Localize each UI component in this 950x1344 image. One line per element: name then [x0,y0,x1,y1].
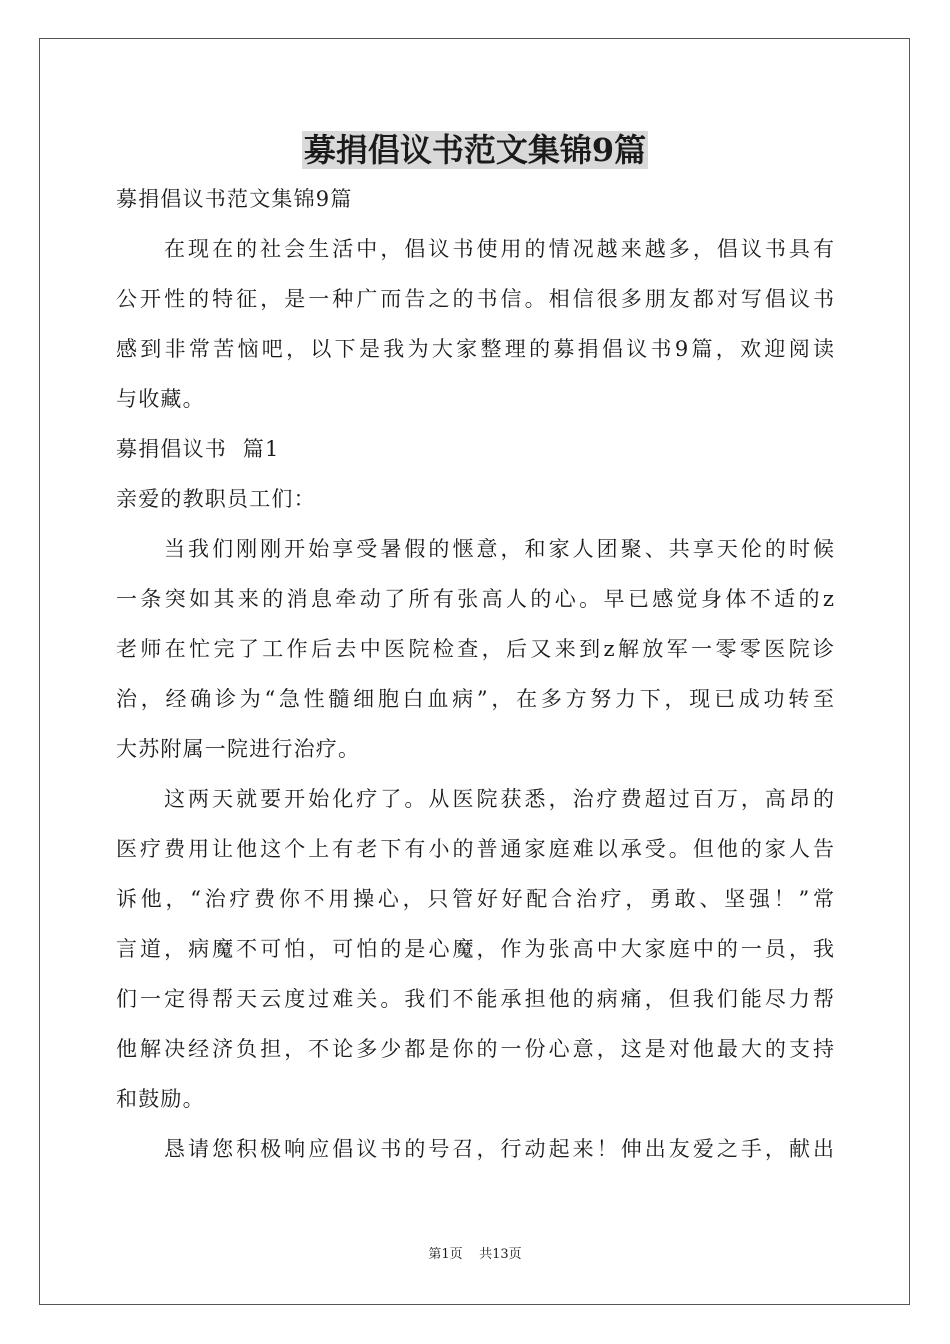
body-line: 感到非常苦恼吧，以下是我为大家整理的募捐倡议书9篇，欢迎阅读 [116,337,834,361]
body-line: 医疗费用让他这个上有老下有小的普通家庭难以承受。但他的家人告 [116,837,834,861]
body-line: 恳请您积极响应倡议书的号召，行动起来！伸出友爱之手，献出 [164,1137,834,1161]
body-line: 和鼓励。 [116,1087,205,1111]
body-line: 治，经确诊为“急性髓细胞白血病”，在多方努力下，现已成功转至 [116,687,834,711]
body-line: 当我们刚刚开始享受暑假的惬意，和家人团聚、共享天伦的时候 [164,537,834,561]
body-line: 一条突如其来的消息牵动了所有张高人的心。早已感觉身体不适的z [116,587,834,611]
document-title-text: 募捐倡议书范文集锦9篇 [303,131,647,169]
body-line: 大苏附属一院进行治疗。 [116,737,361,761]
document-title [0,124,950,176]
body-line: 老师在忙完了工作后去中医院检查，后又来到z解放军一零零医院诊 [116,637,834,661]
section-heading: 募捐倡议书 篇1 [116,437,280,461]
document-body [116,174,834,1174]
body-line: 们一定得帮天云度过难关。我们不能承担他的病痛，但我们能尽力帮 [116,987,834,1011]
body-line: 言道，病魔不可怕，可怕的是心魔，作为张高中大家庭中的一员，我 [116,937,834,961]
body-line: 与收藏。 [116,387,205,411]
body-line: 这两天就要开始化疗了。从医院获悉，治疗费超过百万，高昂的 [164,787,834,811]
body-line: 他解决经济负担，不论多少都是你的一份心意，这是对他最大的支持 [116,1037,834,1061]
body-line: 公开性的特征，是一种广而告之的书信。相信很多朋友都对写倡议书 [116,287,834,311]
body-line: 募捐倡议书范文集锦9篇 [116,187,353,211]
page-number: 第1页 共13页 [428,1247,522,1262]
body-line: 诉他，“治疗费你不用操心，只管好好配合治疗，勇敢、坚强！”常 [116,887,834,911]
salutation: 亲爱的教职员工们： [116,487,316,511]
page-footer [0,1245,950,1265]
body-line: 在现在的社会生活中，倡议书使用的情况越来越多，倡议书具有 [164,237,834,261]
